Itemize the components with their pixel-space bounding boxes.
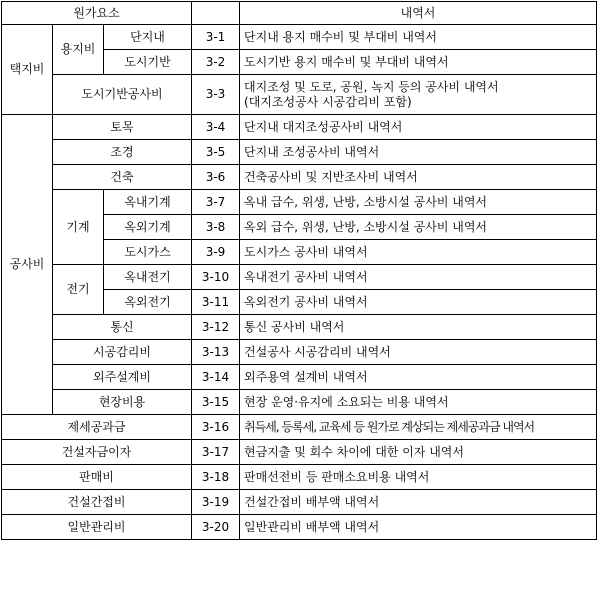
row-description: 현금지출 및 회수 차이에 대한 이자 내역서 — [240, 440, 597, 465]
row-label: 외주설계비 — [53, 365, 192, 390]
group-construction-cost: 공사비 — [2, 115, 53, 415]
row-number: 3-6 — [192, 165, 240, 190]
row-label: 제세공과금 — [2, 415, 192, 440]
row-description: 단지내 조성공사비 내역서 — [240, 140, 597, 165]
row-number: 3-9 — [192, 240, 240, 265]
group-site-cost: 용지비 — [53, 25, 104, 75]
table-row — [2, 315, 597, 340]
header-number — [192, 2, 240, 25]
row-description: 건설공사 시공감리비 내역서 — [240, 340, 597, 365]
row-number: 3-2 — [192, 50, 240, 75]
table-row — [2, 115, 597, 140]
row-number: 3-10 — [192, 265, 240, 290]
row-description: 단지내 대지조성공사비 내역서 — [240, 115, 597, 140]
row-description: 외주용역 설계비 내역서 — [240, 365, 597, 390]
row-number: 3-16 — [192, 415, 240, 440]
row-label: 건설간접비 — [2, 490, 192, 515]
row-description: 건축공사비 및 지반조사비 내역서 — [240, 165, 597, 190]
row-number: 3-3 — [192, 75, 240, 115]
row-label: 통신 — [53, 315, 192, 340]
table-row — [2, 265, 597, 290]
header-cost-element: 원가요소 — [2, 2, 192, 25]
row-number: 3-15 — [192, 390, 240, 415]
row-description: 옥내 급수, 위생, 난방, 소방시설 공사비 내역서 — [240, 190, 597, 215]
row-description: 옥내전기 공사비 내역서 — [240, 265, 597, 290]
row-number: 3-4 — [192, 115, 240, 140]
table-row — [2, 415, 597, 440]
row-label: 도시기반공사비 — [53, 75, 192, 115]
table-row — [2, 515, 597, 540]
row-description: 일반관리비 배부액 내역서 — [240, 515, 597, 540]
row-description: 판매선전비 등 판매소요비용 내역서 — [240, 465, 597, 490]
table-row — [2, 390, 597, 415]
table-header-row — [2, 2, 597, 25]
row-description: 도시가스 공사비 내역서 — [240, 240, 597, 265]
row-number: 3-14 — [192, 365, 240, 390]
row-label: 옥내기계 — [104, 190, 192, 215]
row-description: 도시기반 용지 매수비 및 부대비 내역서 — [240, 50, 597, 75]
row-label: 도시기반 — [104, 50, 192, 75]
group-mechanical: 기계 — [53, 190, 104, 265]
row-label: 토목 — [53, 115, 192, 140]
table-row — [2, 75, 597, 115]
row-label: 일반관리비 — [2, 515, 192, 540]
row-label: 시공감리비 — [53, 340, 192, 365]
row-label: 옥내전기 — [104, 265, 192, 290]
table-row — [2, 165, 597, 190]
row-label: 건설자금이자 — [2, 440, 192, 465]
table-row — [2, 340, 597, 365]
row-description: 취득세, 등록세, 교육세 등 원가로 계상되는 제세공과금 내역서 — [240, 415, 597, 440]
group-electrical: 전기 — [53, 265, 104, 315]
table-row — [2, 490, 597, 515]
cost-element-table — [1, 1, 597, 540]
row-label: 판매비 — [2, 465, 192, 490]
row-description: 현장 운영·유지에 소요되는 비용 내역서 — [240, 390, 597, 415]
row-number: 3-8 — [192, 215, 240, 240]
row-description: 옥외 급수, 위생, 난방, 소방시설 공사비 내역서 — [240, 215, 597, 240]
row-number: 3-1 — [192, 25, 240, 50]
row-number: 3-17 — [192, 440, 240, 465]
row-number: 3-12 — [192, 315, 240, 340]
row-number: 3-11 — [192, 290, 240, 315]
row-label: 현장비용 — [53, 390, 192, 415]
row-label: 단지내 — [104, 25, 192, 50]
header-detail: 내역서 — [240, 2, 597, 25]
row-description: 옥외전기 공사비 내역서 — [240, 290, 597, 315]
group-land-cost: 택지비 — [2, 25, 53, 115]
row-label: 건축 — [53, 165, 192, 190]
row-description: 건설간접비 배부액 내역서 — [240, 490, 597, 515]
row-label: 도시가스 — [104, 240, 192, 265]
row-number: 3-19 — [192, 490, 240, 515]
row-number: 3-7 — [192, 190, 240, 215]
table-row — [2, 440, 597, 465]
row-number: 3-18 — [192, 465, 240, 490]
row-number: 3-13 — [192, 340, 240, 365]
table-row — [2, 465, 597, 490]
row-label: 조경 — [53, 140, 192, 165]
row-label: 옥외기계 — [104, 215, 192, 240]
table-row — [2, 190, 597, 215]
row-description — [240, 75, 597, 115]
table-row — [2, 25, 597, 50]
table-row — [2, 365, 597, 390]
row-description: 통신 공사비 내역서 — [240, 315, 597, 340]
row-description: 단지내 용지 매수비 및 부대비 내역서 — [240, 25, 597, 50]
row-number: 3-5 — [192, 140, 240, 165]
row-number: 3-20 — [192, 515, 240, 540]
row-description-line: 대지조성 및 도로, 공원, 녹지 등의 공사비 내역서 — [244, 79, 499, 94]
row-description-line: (대지조성공사 시공감리비 포함) — [244, 94, 412, 109]
row-label: 옥외전기 — [104, 290, 192, 315]
table-row — [2, 140, 597, 165]
